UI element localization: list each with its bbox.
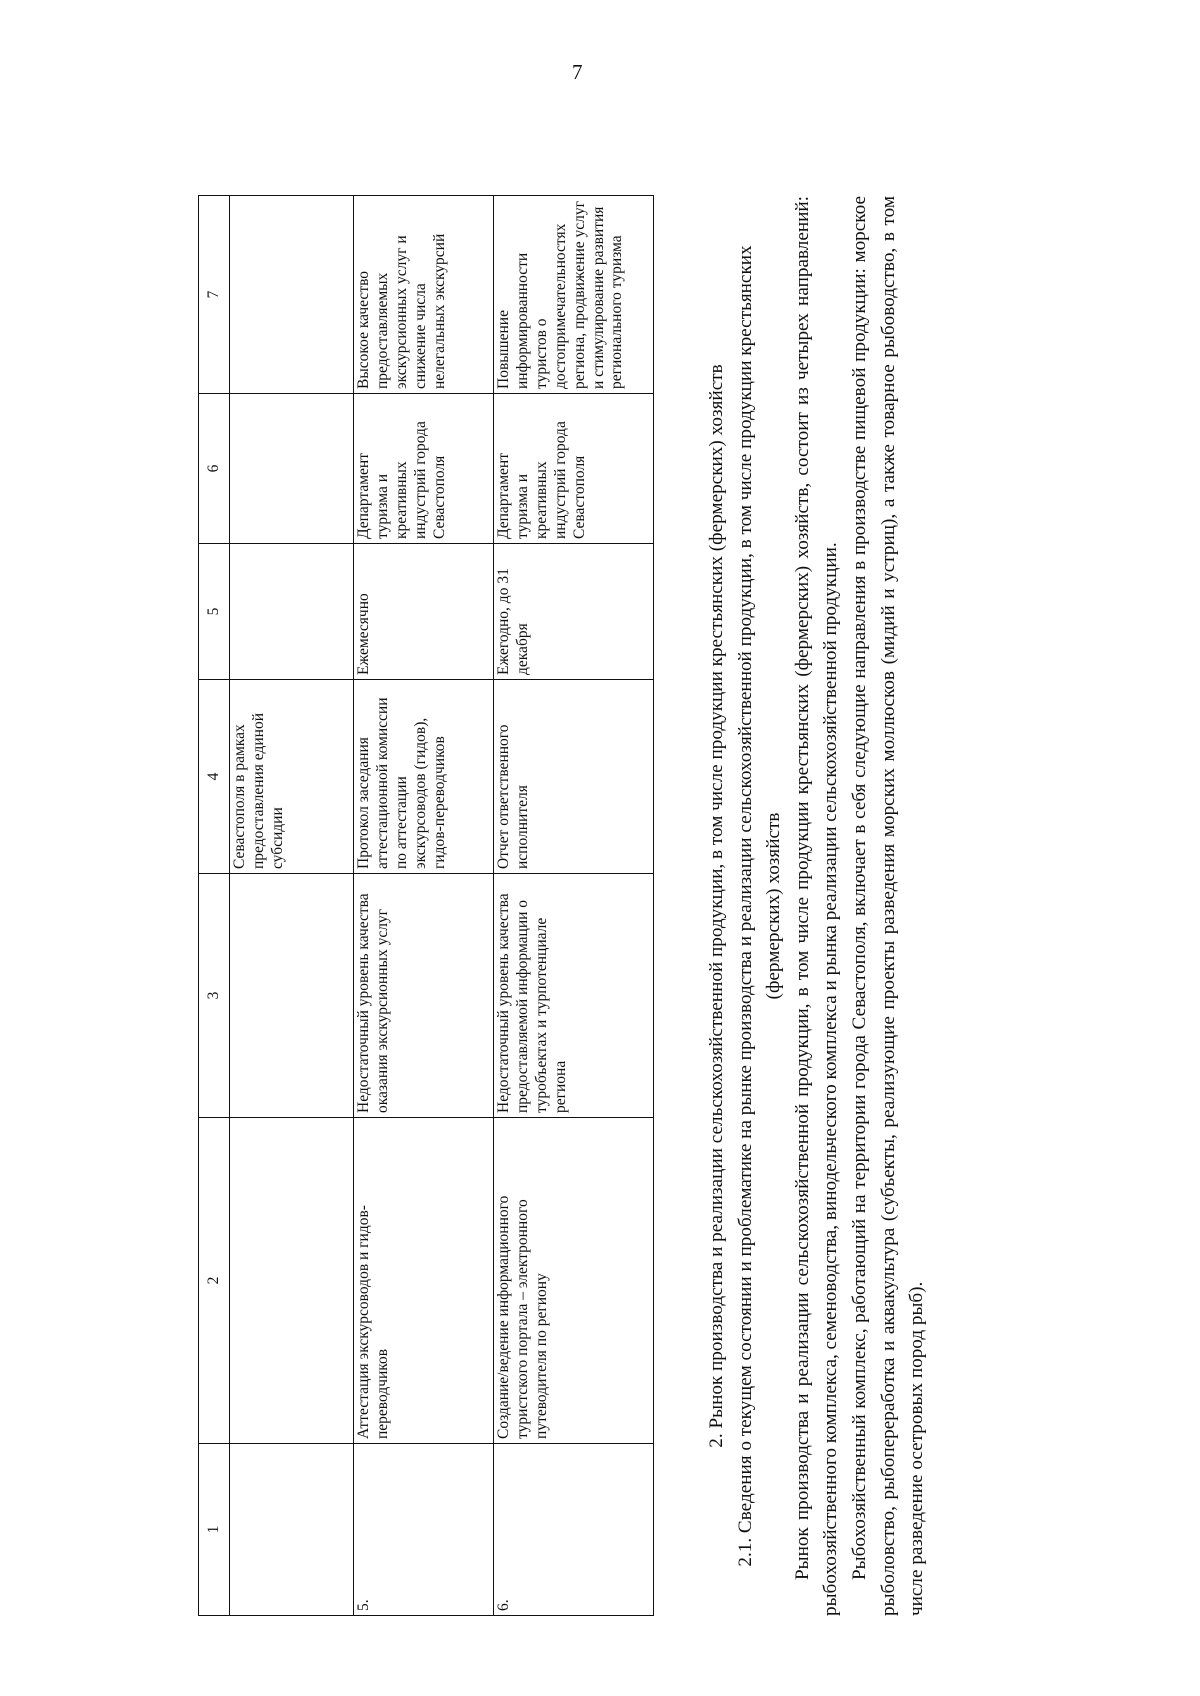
measures-table [198, 195, 654, 1616]
row-number-cell [230, 1444, 354, 1616]
problem-cell [230, 874, 354, 1118]
table-header-row [199, 196, 230, 1616]
measure-cell: Создание/ведение информационного туристского портала – электронного путеводителя по региону [494, 1118, 654, 1444]
column-header: 6 [199, 394, 230, 544]
executor-cell [230, 394, 354, 544]
paragraph: Рынок производства и реализации сельскохозяйственной продукции, в том числе продукции крестьянских (фермерских) хозяйств, состоит из четырех направлений: рыбохозяйственного комплекса, семеноводства, винодельческого комплекса и рынка реализации сельскохозяйственной продукции. [791, 196, 842, 1616]
measure-cell [230, 1118, 354, 1444]
column-header: 3 [199, 874, 230, 1118]
result-cell: Высокое качество предоставляемых экскурсионных услуг и снижение числа нелегальных экскурсий [354, 196, 494, 394]
frequency-cell: Ежемесячно [354, 544, 494, 680]
column-header: 5 [199, 544, 230, 680]
section-heading: 2. Рынок производства и реализации сельскохозяйственной продукции, в том числе продукции крестьянских (фермерских) хозяйств [706, 364, 727, 1448]
result-cell: Повышение информированности туристов о достопримечательностях региона, продвижение услуг и стимулирование развития регионального туризма [494, 196, 654, 394]
column-header: 4 [199, 680, 230, 874]
section-text [703, 196, 932, 1616]
section-subheading: 2.1. Сведения о текущем состоянии и проблематике на рынке производства и реализации сельскохозяйственной продукции, в том числе продукции крестьянских (фермерских) хозяйств [734, 245, 785, 1567]
document-cell: Севастополя в рамках предоставления единой субсидии [230, 680, 354, 874]
table-row [354, 196, 494, 1616]
page-number: 7 [572, 60, 583, 84]
measure-cell: Аттестация экскурсоводов и гидов-переводчиков [354, 1118, 494, 1444]
document-cell: Отчет ответственного исполнителя [494, 680, 654, 874]
problem-cell: Недостаточный уровень качества оказания экскурсионных услуг [354, 874, 494, 1118]
table-row [494, 196, 654, 1616]
column-header: 1 [199, 1444, 230, 1616]
frequency-cell: Ежегодно, до 31 декабря [494, 544, 654, 680]
executor-cell: Департамент туризма и креативных индустрий города Севастополя [354, 394, 494, 544]
rotated-page-content [198, 196, 1038, 1616]
result-cell [230, 196, 354, 394]
table-row [230, 196, 354, 1616]
document-cell: Протокол заседания аттестационной комиссии по аттестации экскурсоводов (гидов), гидов-переводчиков [354, 680, 494, 874]
row-number-cell: 5. [354, 1444, 494, 1616]
executor-cell: Департамент туризма и креативных индустрий города Севастополя [494, 394, 654, 544]
frequency-cell [230, 544, 354, 680]
row-number-cell: 6. [494, 1444, 654, 1616]
problem-cell: Недостаточный уровень качества предоставляемой информации о туробъектах и турпотенциале региона [494, 874, 654, 1118]
column-header: 7 [199, 196, 230, 394]
column-header: 2 [199, 1118, 230, 1444]
paragraph: Рыбохозяйственный комплекс, работающий на территории города Севастополя, включает в себя следующие направления в производстве пищевой продукции: морское рыболовство, рыбопереработка и аквакультура (субъекты, реализующие проекты разведения морских моллюсков (мидий и устриц), а также товарное рыбоводство, в том числе разведение осетровых пород рыб). [848, 196, 928, 1616]
